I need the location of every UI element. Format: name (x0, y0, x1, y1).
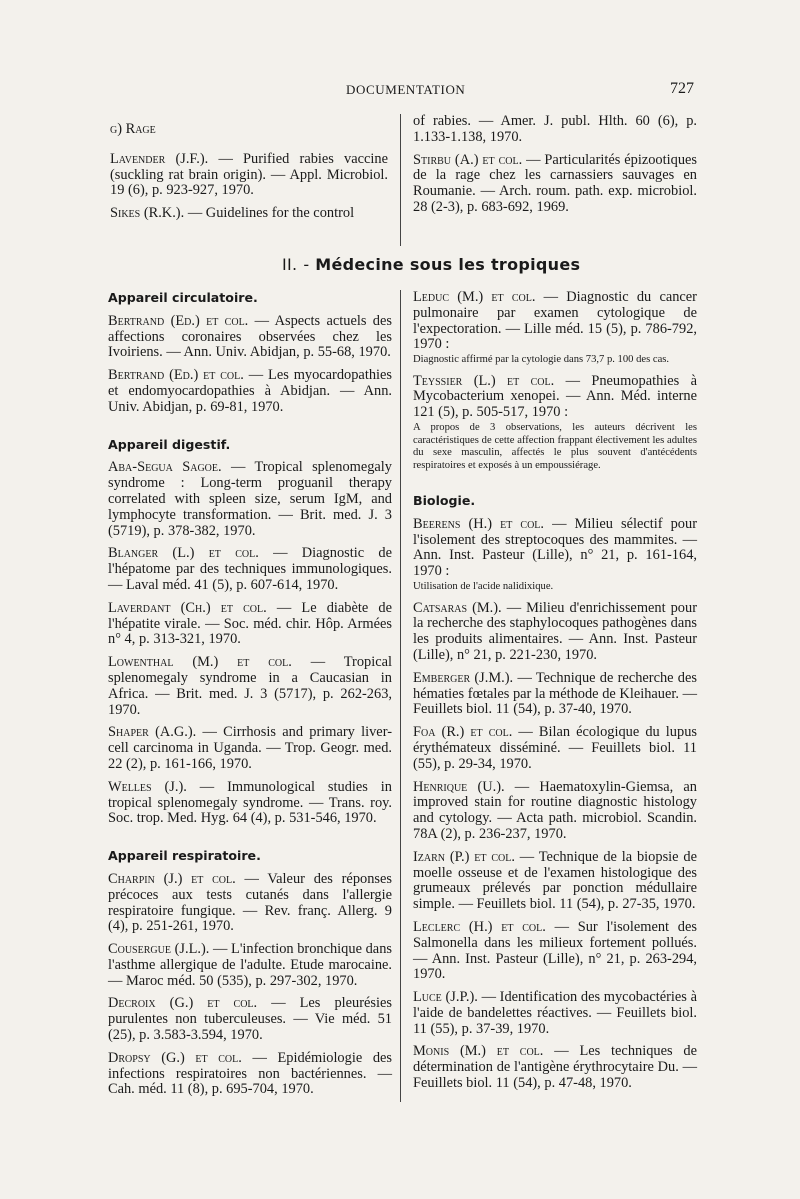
page-header (0, 80, 800, 104)
heading-circulatoire: Appareil circulatoire. (108, 290, 258, 305)
bib-entry: Lavender (J.F.). — Purified rabies vaccine (suckling rat brain origin). — Appl. Microbiol. 19 (6), p. 923-927, 1970. (110, 150, 388, 199)
bib-entry: Bertrand (Ed.) et col. — Les myocardopathies et endomyocardopathies à Abidjan. — Ann. Univ. Abidjan, p. 69-81, 1970. (108, 367, 392, 415)
page-number: 727 (670, 80, 694, 97)
bib-entry: Cousergue (J.L.). — L'infection bronchique dans l'asthme allergique de l'adulte. Etude marocaine. — Maroc méd. 50 (535), p. 297-302, 1970. (108, 941, 392, 989)
subsection-heading-rage: g) Rage (110, 121, 156, 137)
bib-entry: Foa (R.) et col. — Bilan écologique du lupus érythémateux disséminé. — Feuillets biol. 11 (55), p. 29-34, 1970. (413, 724, 697, 772)
bib-entry: Aba-Segua Sagoe. — Tropical splenomegaly syndrome : Long-term proguanil therapy correlated with spleen size, serum IgM, and lymphocyte transformation. — Brit. med. J. 3 (5719), p. 378-382, 1970. (108, 459, 392, 539)
running-title: DOCUMENTATION (346, 82, 466, 97)
bib-entry: Monis (M.) et col. — Les techniques de détermination de l'antigène érythrocytaire Du. — Feuillets biol. 11 (54), p. 47-48, 1970. (413, 1043, 697, 1092)
column-divider (400, 290, 401, 1102)
heading-respiratoire: Appareil respiratoire. (108, 848, 261, 864)
bib-entry: Sikes (R.K.). — Guidelines for the control (110, 205, 355, 222)
left-column (108, 290, 392, 1105)
bib-entry: Catsaras (M.). — Milieu d'enrichissement pour la recherche des staphylocoques pathogènes dans les produits alimentaires. — Ann. Inst. Pasteur (Lille), n° 21, p. 221-230, 1970. (413, 599, 697, 663)
entry-note: Diagnostic affirmé par la cytologie dans 73,7 p. 100 des cas. (413, 354, 670, 366)
bib-entry: Bertrand (Ed.) et col. — Aspects actuels des affections coronaires observées chez les Ivoiriens. — Ann. Univ. Abidjan, p. 55-68, 1970. (108, 312, 392, 361)
right-column (413, 290, 697, 1099)
bib-entry: Beerens (H.) et col. — Milieu sélectif pour l'isolement des streptocoques des mammites. — Ann. Inst. Pasteur (Lille), n° 21, p. 161-164, 1970 : Utilisation de l'acide nalidixique. (413, 515, 697, 593)
bib-entry: Izarn (P.) et col. — Technique de la biopsie de moelle osseuse et de l'examen histologique des grumeaux prélevés par ponction médullaire simple. — Feuillets biol. 11 (54), p. 27-35, 1970. (413, 848, 697, 913)
entry-note: Utilisation de l'acide nalidixique. (413, 581, 554, 593)
bib-entry: Welles (J.). — Immunological studies in tropical splenomegaly syndrome. — Trans. roy. Soc. trop. Med. Hyg. 64 (4), p. 531-546, 1970. (108, 778, 393, 827)
bib-entry: Dropsy (G.) et col. — Epidémiologie des infections respiratoires non bactériennes. — Cah. méd. 11 (8), p. 695-704, 1970. (108, 1049, 393, 1098)
bib-entry: Luce (J.P.). — Identification des mycobactéries à l'aide de bandelettes réactives. — Feuillets biol. 11 (55), p. 37-39, 1970. (413, 989, 697, 1037)
section-heading: II. - Médecine sous les tropiques (282, 255, 581, 274)
bib-entry: Henrique (U.). — Haematoxylin-Giemsa, an improved stain for routine diagnostic histology and cytology. — Acta path. microbiol. Scandin. 78A (2), p. 236-237, 1970. (413, 778, 697, 842)
bib-entry: Leduc (M.) et col. — Diagnostic du cancer pulmonaire par examen cytologique de l'expectoration. — Lille méd. 15 (5), p. 786-792, 1970 : Diagnostic affirmé par la cytologie dans 73,7 p. 100 des cas. (413, 289, 697, 366)
column-divider (400, 114, 401, 246)
bib-entry: Laverdant (Ch.) et col. — Le diabète de l'hépatite virale. — Soc. méd. chir. Hôp. Armées n° 4, p. 313-321, 1970. (108, 599, 392, 648)
bib-entry: Teyssier (L.) et col. — Pneumopathies à Mycobacterium xenopei. — Ann. Méd. interne 121 (5), p. 505-517, 1970 : A propos de 3 observations, les auteurs décrivent les caractéristiques de cette affection frappant électivement les adultes du sexe masculin, affectés le plus souvent d'antécédents respiratoires et exposés à un empoussiérage. (413, 372, 697, 471)
bib-entry: Leclerc (H.) et col. — Sur l'isolement des Salmonella dans les milieux fortement pollués. — Ann. Inst. Pasteur (Lille), n° 21, p. 263-294, 1970. (413, 918, 697, 983)
top-right-column (413, 114, 697, 223)
bib-entry: Decroix (G.) et col. — Les pleurésies purulentes non tuberculeuses. — Vie méd. 51 (25), p. 3.583-3.594, 1970. (108, 995, 392, 1044)
bib-entry: of rabies. — Amer. J. publ. Hlth. 60 (6), p. 1.133-1.138, 1970. (413, 113, 697, 145)
bib-entry: Charpin (J.) et col. — Valeur des réponses précoces aux tests cutanés dans l'allergie respiratoire fungique. — Rev. franç. Allerg. 9 (4), p. 251-261, 1970. (108, 870, 392, 935)
bib-entry: Lowenthal (M.) et col. — Tropical splenomegaly syndrome in a Caucasian in Africa. — Brit. med. J. 3 (5717), p. 262-263, 1970. (108, 654, 393, 718)
bib-entry: Stirbu (A.) et col. — Particularités épizootiques de la rage chez les carnassiers sauvages en Roumanie. — Arch. roum. path. exp. microbiol. 28 (2-3), p. 683-692, 1969. (413, 151, 698, 215)
bib-entry: Blanger (L.) et col. — Diagnostic de l'hépatome par des techniques immunologiques. — Laval méd. 41 (5), p. 607-614, 1970. (108, 545, 392, 593)
top-left-column (110, 122, 388, 229)
bib-entry: Shaper (A.G.). — Cirrhosis and primary liver-cell carcinoma in Uganda. — Trop. Geogr. med. 22 (2), p. 161-166, 1970. (108, 724, 392, 772)
heading-digestif: Appareil digestif. (108, 436, 231, 452)
bib-entry: Emberger (J.M.). — Technique de recherche des hématies fœtales par la méthode de Kleihauer. — Feuillets biol. 11 (54), p. 37-40, 1970. (413, 669, 697, 718)
heading-biologie: Biologie. (413, 493, 476, 509)
entry-note: A propos de 3 observations, les auteurs décrivent les caractéristiques de cette affection frappant électivement les adultes du sexe masculin, affectés le plus souvent d'antécédents respiratoires et exposés à un empoussiérage. (413, 422, 697, 471)
